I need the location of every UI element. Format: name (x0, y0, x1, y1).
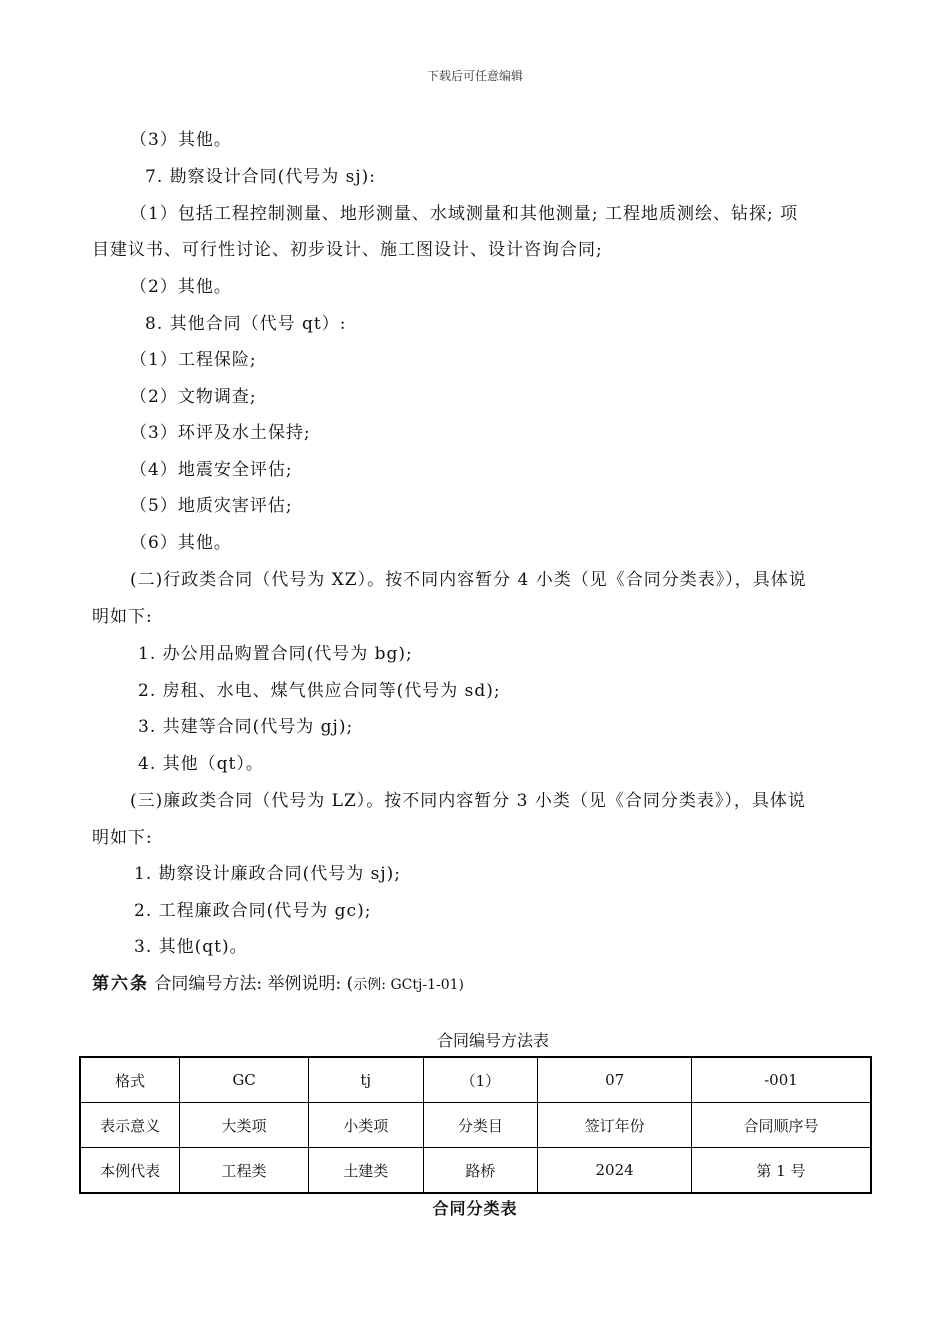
paragraph-line: 7. 勘察设计合同(代号为 sj): (145, 167, 377, 187)
table-cell: 表示意义 (80, 1103, 180, 1148)
paragraph-line: 3. 共建等合同(代号为 gj); (138, 717, 354, 737)
table-cell: 路桥 (423, 1148, 538, 1194)
table-cell: 格式 (80, 1057, 180, 1103)
article-example: 示例: GCtj-1-01) (353, 977, 464, 993)
paragraph-line: （2）文物调查; (130, 387, 257, 407)
table-cell: tj (308, 1057, 423, 1103)
article-text: 合同编号方法: 举例说明: ( (154, 974, 354, 994)
table-cell: 2024 (538, 1148, 692, 1194)
table-cell: 工程类 (180, 1148, 309, 1194)
paragraph-line: (二)行政类合同（代号为 XZ）。按不同内容暂分 4 小类（见《合同分类表》），具体说 (130, 570, 807, 590)
page-header: 下载后可任意编辑 (426, 69, 523, 83)
contract-number-table (79, 1056, 872, 1194)
article-number: 第六条 (92, 974, 149, 994)
paragraph-line: 2. 工程廉政合同(代号为 gc); (134, 901, 372, 921)
paragraph-line: （5）地质灾害评估; (130, 496, 293, 516)
table-cell: 分类目 (423, 1103, 538, 1148)
table-cell: 本例代表 (80, 1148, 180, 1194)
table-cell: 小类项 (308, 1103, 423, 1148)
paragraph-line: （2）其他。 (130, 277, 232, 297)
paragraph-line: 目建议书、可行性讨论、初步设计、施工图设计、设计咨询合同; (92, 240, 603, 260)
table-row (80, 1148, 871, 1194)
section-title: 合同分类表 (432, 1199, 518, 1218)
paragraph-line: 1. 勘察设计廉政合同(代号为 sj); (134, 864, 402, 884)
paragraph-line: （3）环评及水土保持; (130, 423, 311, 443)
table-row (80, 1057, 871, 1103)
table-caption: 合同编号方法表 (436, 1031, 549, 1050)
paragraph-line: 3. 其他(qt)。 (134, 937, 248, 957)
paragraph-line: 1. 办公用品购置合同(代号为 bg); (138, 644, 413, 664)
paragraph-line: 2. 房租、水电、煤气供应合同等(代号为 sd); (138, 681, 501, 701)
table-cell: 土建类 (308, 1148, 423, 1194)
paragraph-line: (三)廉政类合同（代号为 LZ）。按不同内容暂分 3 小类（见《合同分类表》），具体说 (130, 791, 806, 811)
table-cell: -001 (691, 1057, 871, 1103)
paragraph-line: 明如下: (92, 607, 153, 627)
paragraph-line: 4. 其他（qt）。 (138, 754, 264, 774)
table-cell: 大类项 (180, 1103, 309, 1148)
paragraph-line: （1）包括工程控制测量、地形测量、水域测量和其他测量; 工程地质测绘、钻探; 项 (130, 204, 799, 224)
table-cell: 07 (538, 1057, 692, 1103)
paragraph-line: （4）地震安全评估; (130, 460, 293, 480)
paragraph-line: 8. 其他合同（代号 qt）: (145, 314, 347, 334)
paragraph-line: （3）其他。 (130, 130, 232, 150)
paragraph-line: 明如下: (92, 828, 153, 848)
table-row (80, 1103, 871, 1148)
table-cell: 签订年份 (538, 1103, 692, 1148)
table-cell: 第 1 号 (691, 1148, 871, 1194)
table-cell: GC (180, 1057, 309, 1103)
table-cell: （1） (423, 1057, 538, 1103)
table-cell: 合同顺序号 (691, 1103, 871, 1148)
paragraph-line: （6）其他。 (130, 533, 232, 553)
article-six (92, 969, 464, 994)
paragraph-line: （1）工程保险; (130, 350, 257, 370)
